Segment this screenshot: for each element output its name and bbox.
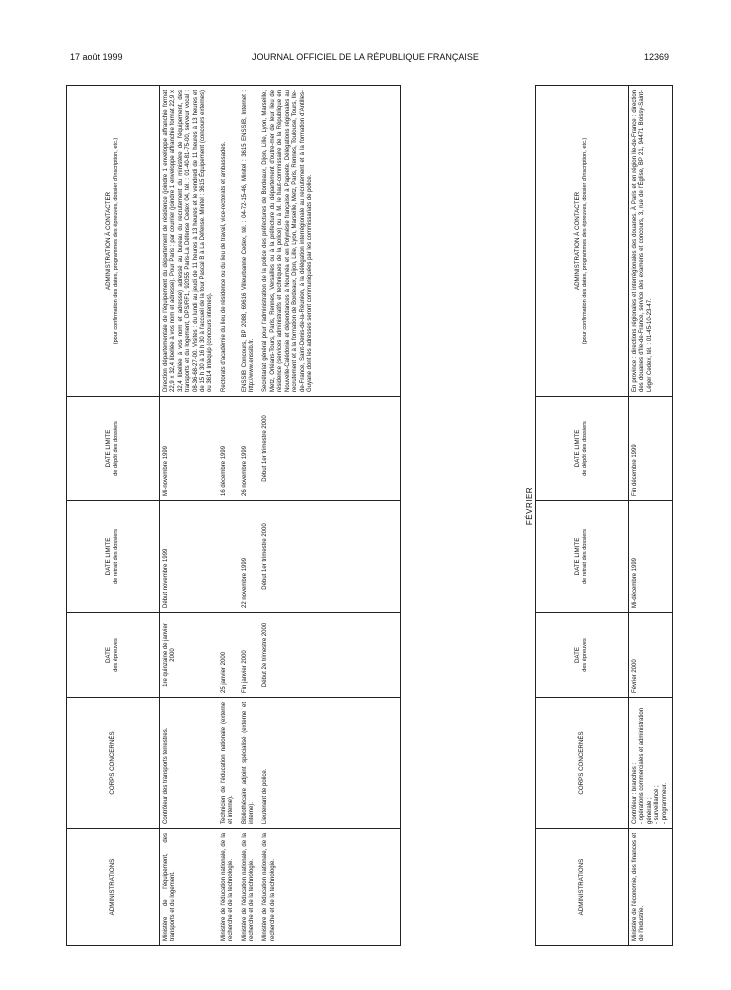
cell-retrait: 22 novembre 1999 [239,501,260,613]
section-title-fevrier: FÉVRIER [525,486,534,526]
column-header-date-epreuves: DATE des épreuves [67,613,160,698]
column-header-administrations: ADMINISTRATIONS [67,829,160,946]
cell-corps: Contrôleur des transports terrestres. [160,698,218,829]
journal-title: JOURNAL OFFICIEL DE LA RÉPUBLIQUE FRANÇAISE [252,52,479,62]
page-number: 12369 [643,52,669,62]
cell-contact: Direction départementale de l'équipement du département de résidence (joindre 1 enveloppe affranchie format 22,9 x 32,4 libellée à vos nom et adresse). Pour Paris : par courrier (joindre 1 enveloppe affranchie format 22,9 x 32,4 libellée à vos nom et adresse) adressé au bureau du recrutement du ministère de l'équipement, des transports et du logement, DPS/RF1, 92055 Paris-La Défense Cedex 04, tél. : 01-40-81-75-00, serveur vocal : 08-36-68-27-00. Visites : du lundi au jeudi de 11 heures à 13 heures et le vendredi de 11 heures à 13 heures et de 15 h 30 à 16 h 30 à l'accueil de la tour Pascal B à La Défense. Minitel : 3615 Équipement (concours externes) ou 3614 Intequip (concours internes). [160,86,218,397]
column-header-corps: CORPS CONCERNÉS [536,698,629,829]
cell-date: 1re quinzaine de janvier 2000 [160,613,218,698]
cell-admin: Ministère de l'éducation nationale, de la recherche et de la technologie. [220,833,235,941]
cell-contact: ENSSIB Concours, BP 2088, 69616 Villeurbanne Cedex, tél. : 04-72-15-46, Minitel : 3615 ENSSIB, Internet : http://www.enssib.fr. [239,86,260,397]
cell-depot: Début 1er trimestre 2000 [259,397,400,501]
column-header-contact: ADMINISTRATION À CONTACTER (pour confirmation des dates, programmes des épreuves, dossier d'inscription, etc.) [67,86,160,397]
column-header-date-retrait: DATE LIMITE de retrait des dossiers [67,501,160,613]
table-row [259,86,400,946]
cell-corps: Technicien de l'éducation nationale (externe et interne). [218,698,239,829]
column-header-contact: ADMINISTRATION À CONTACTER (pour confirmation des dates, programmes des épreuves, dossier d'inscription, etc.) [536,86,629,397]
cell-retrait [218,501,239,613]
table-header-row [536,86,629,946]
cell-retrait: Début 1er trimestre 2000 [259,501,400,613]
cell-depot: Mi-novembre 1999 [160,397,218,501]
cell-date: Début 2e trimestre 2000 [259,613,400,698]
cell-date: Fin janvier 2000 [239,613,260,698]
corps-line: Contrôleur : branches : [632,762,638,824]
cell-contact: En province : directions régionales et interrégionales des douanes. À Paris et en région Ile-de-France : direction des douanes d'Ile-de-France, service des examens et concours, 3, rue de l'Église, BP 21, 94471 Boissy-Saint-Léger Cedex, tél. : 01-45-10-23-47. [629,86,673,397]
corps-line: - opérations commerciales et administration générale ; [639,707,653,824]
column-header-date-depot: DATE LIMITE de dépôt des dossiers [67,397,160,501]
cell-admin: Ministère de l'éducation nationale, de la recherche et de la technologie. [262,833,276,941]
cell-retrait: Début novembre 1999 [160,501,218,613]
cell-date: Février 2000 [629,613,673,698]
table-row [160,86,218,946]
exam-table-main [66,86,401,946]
column-header-date-depot: DATE LIMITE de dépôt des dossiers [536,397,629,501]
column-header-date-retrait: DATE LIMITE de retrait des dossiers [536,501,629,613]
cell-admin: Ministère de l'économie, des finances et de l'industrie. [632,833,646,941]
cell-admin: Ministère de l'éducation nationale, de la recherche et de la technologie. [241,833,256,941]
cell-contact: Rectorats d'académie du lieu de résidence ou du lieu de travail, vice-rectorats et ambassades. [218,86,239,397]
cell-date: 25 janvier 2000 [218,613,239,698]
column-header-administrations: ADMINISTRATIONS [536,829,629,946]
cell-depot: Fin décembre 1999 [629,397,673,501]
corps-line: - programmeur. [661,782,668,824]
cell-corps: Bibliothécaire adjoint spécialisé (externe et interne). [239,698,260,829]
table-row [239,86,260,946]
corps-line: - surveillance ; [654,785,661,824]
table-row [218,86,239,946]
cell-admin: Ministère de l'équipement, des transports et du logement. [163,833,177,941]
cell-retrait: Mi-décembre 1999 [629,501,673,613]
cell-contact: Secrétariat général pour l'administration de la police des préfectures de Bordeaux, Dijon, Lille, Lyon, Marseille, Metz, Orléans-Tours, Paris, Rennes, Versailles ou à la préfecture du département d'outre-mer de leur lieu de résidence (services administratifs et techniques de la police) ou à M. le haut-commissaire de la République en Nouvelle-Calédonie et dépendances à Nouméa et en Polynésie française à Papeete. Délégations régionales au recrutement et à la formation de Bordeaux, Dijon, Lille, Lyon, Marseille, Metz, Paris, Rennes, Toulouse, Tours, Ile-de-France, Saint-Denis-de-la-Réunion, à la délégation interrégionale au recrutement et à la formation d'Antilles-Guyane dont les adresses seront communiquées par les commissariats de police. [259,86,400,397]
cell-depot: 26 novembre 1999 [239,397,260,501]
exam-table-fevrier [535,86,668,946]
column-header-date-epreuves: DATE des épreuves [536,613,629,698]
table-row [629,86,673,946]
header-date: 17 août 1999 [70,52,123,62]
cell-corps: Lieutenant de police. [259,698,400,829]
table-header-row [67,86,160,946]
column-header-corps: CORPS CONCERNÉS [67,698,160,829]
cell-corps [629,698,673,829]
cell-depot: 16 décembre 1999 [218,397,239,501]
